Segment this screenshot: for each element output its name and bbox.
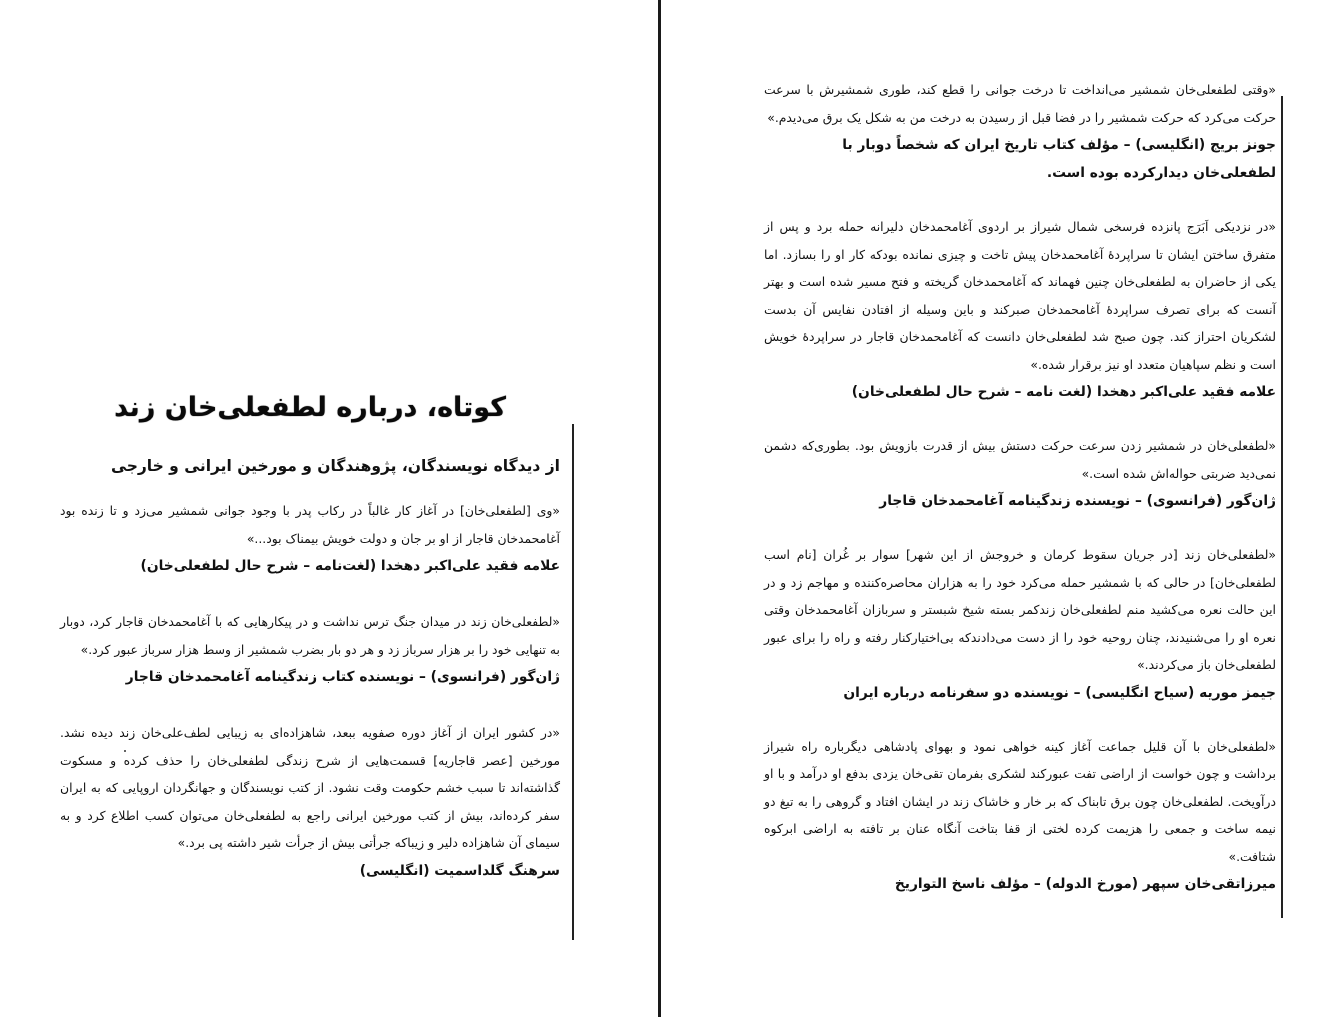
quote-block [764, 76, 1276, 187]
left-page [60, 392, 560, 885]
quote-block [764, 733, 1276, 899]
quote-text: «وقتی لطفعلی‌خان شمشیر می‌انداخت تا درخت جوانی را قطع کند، طوری شمشیرش با سرعت حرکت می‌کرد که حرکت شمشیر را در فضا قبل از رسیدن به درخت من به شکل یک برق می‌دیدم.» [764, 82, 1276, 125]
quote-block [764, 541, 1276, 707]
quote-text: «وی [لطفعلی‌خان] در آغاز کار غالباً در رکاب پدر با وجود جوانی شمشیر می‌زد و تا زنده بود آغامحمدخان قاجار از او بر جان و دولت خویش بیمناک بود...» [60, 503, 560, 546]
quote-attribution: علامه فقید علی‌اکبر دهخدا (لغت نامه – شرح حال لطفعلی‌خان) [851, 384, 1276, 400]
right-page [764, 76, 1276, 898]
right-page-margin-rule [1281, 96, 1283, 918]
quote-text: «در کشور ایران از آغاز دوره صفویه ببعد، شاهزاده‌ای به زیبایی لطف‌علی‌خان زند دیده نشد. مورخین [عصر قاجاریه] قسمت‌هایی از شرح زندگی لطفعلی‌خان را حذف کرده و مسکوت گذاشته‌اند تا سبب خشم حکومت وقت نشود. از کتب نویسندگان و جهانگردان اروپایی که به ایران سفر کرده‌اند، بیش از کتب مورخین ایرانی راجع به لطفعلی‌خان می‌توان کسب اطلاع کرد و به سیمای آن شاهزاده دلیر و زیباکه جرأتی بیش از جرأت شیر داشته پی برد.» [60, 725, 560, 850]
page-title: کوتاه، درباره لطفعلی‌خان زند [114, 392, 506, 423]
quote-attribution: میرزاتقی‌خان سپهر (مورخ الدوله) – مؤلف ناسخ التواریخ [894, 876, 1276, 892]
quote-attribution: ژان‌گور (فرانسوی) – نویسنده کتاب زندگینامه آغامحمدخان قاجار [125, 669, 560, 685]
page-subtitle: از دیدگاه نویسندگان، پژوهندگان و مورخین ایرانی و خارجی [111, 457, 560, 475]
quote-block [764, 432, 1276, 515]
quote-text: «در نزدیکی اَبَرَج پانزده فرسخی شمال شیراز بر اردوی آغامحمدخان دلیرانه حمله برد و پس از متفرق ساختن ایشان تا سراپردهٔ آغامحمدخان پیش تاخت و چیزی نمانده بودکه کار او را بسازد. اما یکی از حاضران به لطفعلی‌خان چنین فهماند که آغامحمدخان گریخته و فتح مسیر شده است و بهتر آنست که برای تصرف سراپردهٔ آغامحمدخان صبرکند و باین وسیله از افتادن نفایس آن بدست لشکریان احتراز کند. چون صبح شد لطفعلی‌خان دانست که آغامحمدخان قاجار در سراپردهٔ خویش است و نظم سپاهیان متعدد او نیز برقرار شده.» [764, 219, 1276, 372]
quote-block [764, 213, 1276, 406]
quote-attribution: جیمز موریه (سیاح انگلیسی) – نویسنده دو سفرنامه درباره ایران [843, 684, 1276, 701]
quote-block [60, 608, 560, 691]
quote-text: «لطفعلی‌خان با آن قلیل جماعت آغاز کینه خواهی نمود و بهوای پادشاهی دیگرباره راه شیراز برداشت و چون خواست از اراضی تفت عبورکند لشکری بفرمان تقی‌خان یزدی بدفع او درآمد و با او درآویخت. لطفعلی‌خان چون برق تابناک که بر خار و خاشاک زند در ایشان افتاد و گروهی را به تیغ دو نیمه ساخت و جمعی را هزیمت کرده لختی از قفا بتاخت آنگاه عنان بر تافته به اراضی ابرکوه شتافت.» [764, 738, 1276, 864]
quote-attribution: سرهنگ گلداسمیت (انگلیسی) [359, 862, 560, 879]
quote-block [60, 497, 560, 580]
quote-attribution: علامه فقید علی‌اکبر دهخدا (لغت‌نامه – شرح حال لطفعلی‌خان) [140, 558, 560, 574]
book-spine [658, 0, 661, 1017]
quote-text: «لطفعلی‌خان زند در میدان جنگ ترس نداشت و در پیکارهایی که با آغامحمدخان قاجار کرد، دوبار به تنهایی خود را بر هزار سرباز زد و هر دو بار بضرب شمشیر از وسط هزار سرباز عبور کرد.» [60, 614, 560, 657]
quote-attribution: ژان‌گور (فرانسوی) – نویسنده زندگینامه آغامحمدخان قاجار [879, 493, 1276, 509]
quote-block [60, 719, 560, 885]
quote-text: «لطفعلی‌خان در شمشیر زدن سرعت حرکت دستش بیش از قدرت بازویش بود. بطوری‌که دشمن نمی‌دید ضربتی حواله‌اش شده است.» [764, 438, 1276, 481]
left-page-margin-rule [572, 424, 574, 940]
quote-attribution: جونز بریج (انگلیسی) – مؤلف کتاب تاریخ ایران که شخصاً دوبار با لطفعلی‌خان دیدارکرده بوده است. [842, 137, 1276, 181]
quote-text: «لطفعلی‌خان زند [در جریان سقوط کرمان و خروجش از این شهر] سوار بر غُران [نام اسب لطفعلی‌خان] در حالی که با شمشیر حمله می‌کرد خود را به هزاران محاصره‌کننده و مهاجم زد و در این حالت نعره می‌کشید منم لطفعلی‌خان زندکمر بسته شیخ شبستر و سربازان آغامحمدخان وقتی نعره او را می‌شنیدند، چنان روحیه خود را از دست می‌دادندکه بی‌اختیارکنار رفته و راه را برای عبور لطفعلی‌خان باز می‌کردند.» [764, 547, 1276, 672]
